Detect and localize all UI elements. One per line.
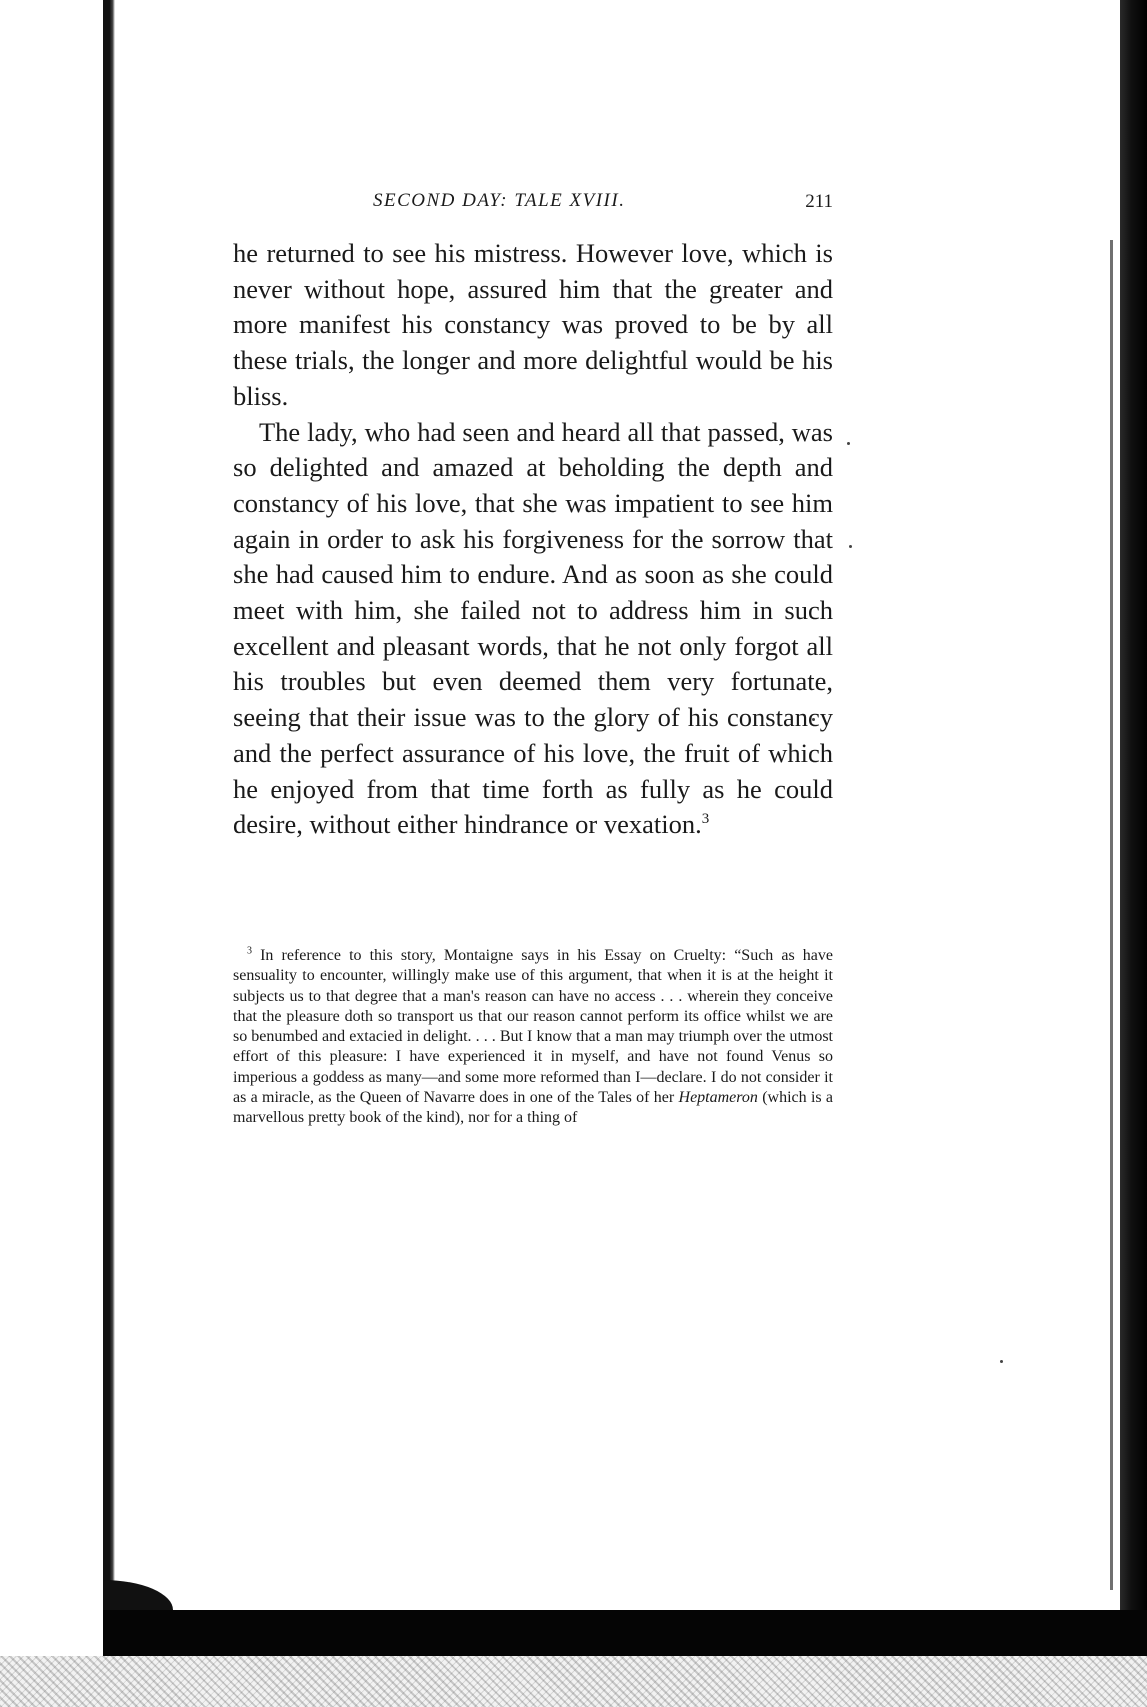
paragraph-2 <box>233 415 833 843</box>
main-text <box>233 236 833 843</box>
right-page-edge-line <box>1110 240 1113 1590</box>
running-head <box>233 190 833 220</box>
scan-speck <box>847 442 850 445</box>
footnote-text-before: In reference to this story, Montaigne says in his Essay on Cruelty: “Such as have sensuality to encounter, willingly make use of this argument, that when it is at the height it subjects us to that degree that a man's reason can have no access . . . wherein they conceive that the pleasure doth so transport us that our reason cannot perform its office whilst we are so benumbed and extacied in delight. . . . But I know that a man may triumph over the utmost effort of this pleasure: I have experienced it in myself, and have not found Venus so imperious a goddess as many—and some more reformed than I—declare. I do not consider it as a miracle, as the Queen of Navarre does in one of the Tales of her <box>233 947 834 1107</box>
footnote-book-title: Heptameron <box>678 1089 758 1107</box>
running-title: SECOND DAY: TALE XVIII. <box>373 190 626 211</box>
left-binding-foot <box>103 1580 173 1610</box>
paragraph-1: he returned to see his mistress. However love, which is never without hope, assured him that the greater and more manifest his constancy was proved to be by all these trials, the longer and more delightful would be his bliss. <box>233 238 833 411</box>
scan-speck <box>1000 1360 1003 1363</box>
scan-speck <box>849 545 852 548</box>
bottom-scan-border <box>103 1610 1147 1656</box>
footnote-text-after: (which is a marvellous pretty book of the kind), nor for a thing of <box>233 1089 834 1127</box>
footnote-number: 3 <box>247 945 252 957</box>
left-binding-shadow <box>103 0 115 1620</box>
paragraph-2-text: The lady, who had seen and heard all that passed, was so delighted and amazed at beholding the depth and constancy of his love, that she was impatient to see him again in order to ask his forgiveness for the sorrow that she had caused him to endure. And as soon as she could meet with him, she failed not to address him in such excellent and pleasant words, that he not only forgot all his troubles but even deemed them very fortunate, seeing that their issue was to the glory of his constancy and the perfect assurance of his love, the fruit of which he enjoyed from that time forth as fully as he could desire, without either hindrance or vexation. <box>233 416 833 840</box>
footnote-paragraph <box>233 946 833 1129</box>
footnote-reference: 3 <box>701 811 710 828</box>
bottom-scan-noise <box>0 1656 1147 1707</box>
page-number: 211 <box>805 191 833 212</box>
footnote <box>233 946 833 1129</box>
right-page-edge <box>1120 0 1147 1707</box>
